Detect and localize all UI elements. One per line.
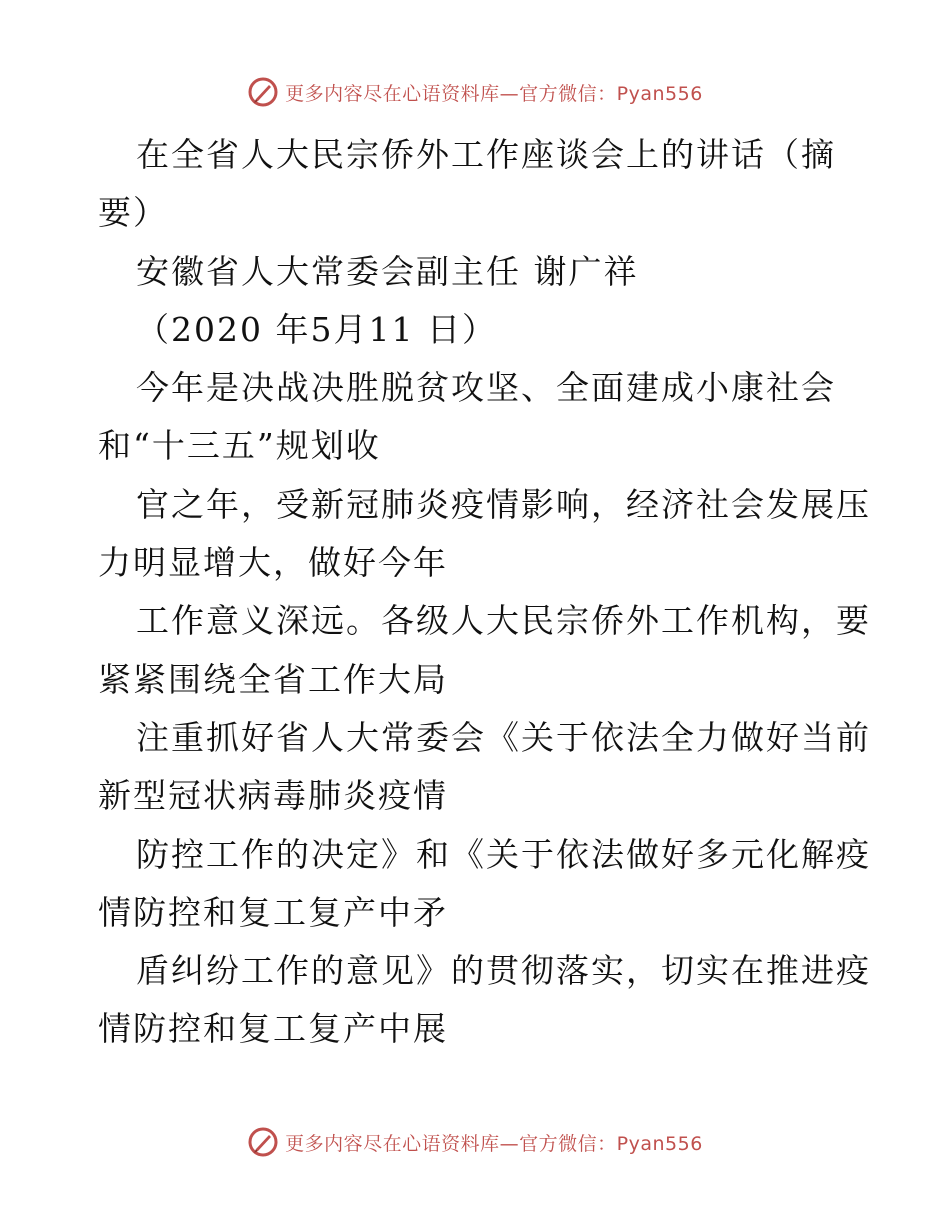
quill-circle-logo-icon xyxy=(247,1126,279,1158)
text-line: 安徽省人大常委会副主任 谢广祥 xyxy=(136,251,639,291)
watermark-text: 更多内容尽在心语资料库—官方微信：Pyan556 xyxy=(285,82,703,105)
text-line: 工作意义深远。各级人大民宗侨外工作机构，要 xyxy=(136,601,871,641)
text-line: 和“十三五”规划收 xyxy=(98,426,381,466)
text-line: 要） xyxy=(98,193,168,233)
text-line: （2020 年5月11 日） xyxy=(136,309,497,349)
text-line: 力明显增大，做好今年 xyxy=(98,543,448,583)
text-line: 今年是决战决胜脱贫攻坚、全面建成小康社会 xyxy=(136,368,836,408)
text-line: 新型冠状病毒肺炎疫情 xyxy=(98,776,448,816)
text-line: 情防控和复工复产中展 xyxy=(98,1009,448,1049)
text-line: 官之年，受新冠肺炎疫情影响，经济社会发展压 xyxy=(136,484,871,524)
watermark-text: 更多内容尽在心语资料库—官方微信：Pyan556 xyxy=(285,1132,703,1155)
header-watermark xyxy=(0,72,950,112)
text-line: 情防控和复工复产中矛 xyxy=(98,892,448,932)
quill-circle-logo-icon xyxy=(247,76,279,108)
text-line: 在全省人大民宗侨外工作座谈会上的讲话（摘 xyxy=(136,135,836,174)
document-body xyxy=(98,126,871,1059)
text-line: 防控工作的决定》和《关于依法做好多元化解疫 xyxy=(136,834,871,874)
footer-watermark xyxy=(0,1122,950,1162)
text-line: 紧紧围绕全省工作大局 xyxy=(98,659,448,699)
text-line: 注重抓好省人大常委会《关于依法全力做好当前 xyxy=(136,717,871,757)
text-line: 盾纠纷工作的意见》的贯彻落实，切实在推进疫 xyxy=(136,951,871,991)
